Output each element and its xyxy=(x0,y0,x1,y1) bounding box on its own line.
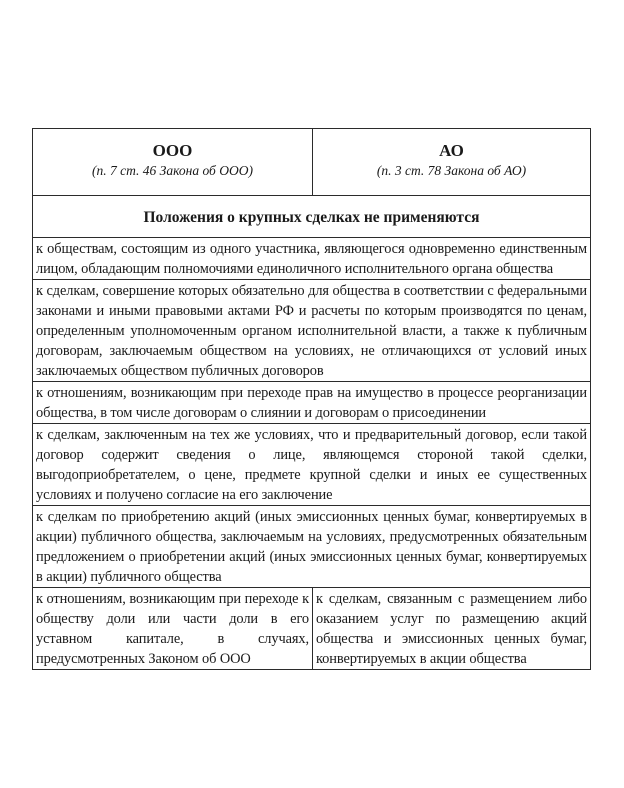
table-cell: к сделкам, совершение которых обязательно для общества в соответствии с федеральными законами и иными правовыми актами РФ и расчеты по которым производятся по ценам, определенным уполномоченным органом исполнительной власти, а также к публичным договорам, заключаемым обществом на условиях, не отличающихся от условий иных заключаемых обществом публичных договоров xyxy=(33,280,591,382)
table-row xyxy=(33,424,591,506)
column-title-ooo: ООО xyxy=(152,141,193,160)
split-row xyxy=(33,588,591,670)
table-cell-ooo: к отношениям, возникающим при переходе к обществу доли или части доли в его уставном капитале, в случаях, предусмотренных Законом об ООО xyxy=(33,588,313,670)
table-cell: к обществам, состоящим из одного участника, являющегося одновременно единственным лицом, обладающим полномочиями единоличного исполнительного органа общества xyxy=(33,238,591,280)
column-header-ooo xyxy=(33,129,313,196)
section-title: Положения о крупных сделках не применяются xyxy=(33,196,591,238)
table-row xyxy=(33,238,591,280)
column-subtitle-ao: (п. 3 ст. 78 Закона об АО) xyxy=(376,163,527,178)
document-page xyxy=(32,128,590,670)
table-cell: к сделкам по приобретению акций (иных эмиссионных ценных бумаг, конвертируемых в акции) публичного общества, заключаемым на условиях, предусмотренных обязательным предложением о приобретении акций (иных эмиссионных ценных бумаг, конвертируемых в акции) публичного общества xyxy=(33,506,591,588)
table-row xyxy=(33,382,591,424)
table-row xyxy=(33,280,591,382)
table-cell: к сделкам, заключенным на тех же условиях, что и предварительный договор, если такой договор содержит сведения о лице, являющемся стороной такой сделки, выгодоприобретателем, о цене, предмете крупной сделки и иных ее существенных условиях и получено согласие на его заключение xyxy=(33,424,591,506)
table-cell: к отношениям, возникающим при переходе прав на имущество в процессе реорганизации общества, в том числе договорам о слиянии и договорам о присоединении xyxy=(33,382,591,424)
header-row xyxy=(33,129,591,196)
column-header-ao xyxy=(313,129,591,196)
table-cell-ao: к сделкам, связанным с размещением либо оказанием услуг по размещению акций общества и эмиссионных ценных бумаг, конвертируемых в акции общества xyxy=(313,588,591,670)
section-row xyxy=(33,196,591,238)
column-title-ao: АО xyxy=(439,141,464,160)
column-subtitle-ooo: (п. 7 ст. 46 Закона об ООО) xyxy=(92,163,253,178)
comparison-table xyxy=(32,128,591,670)
table-row xyxy=(33,506,591,588)
